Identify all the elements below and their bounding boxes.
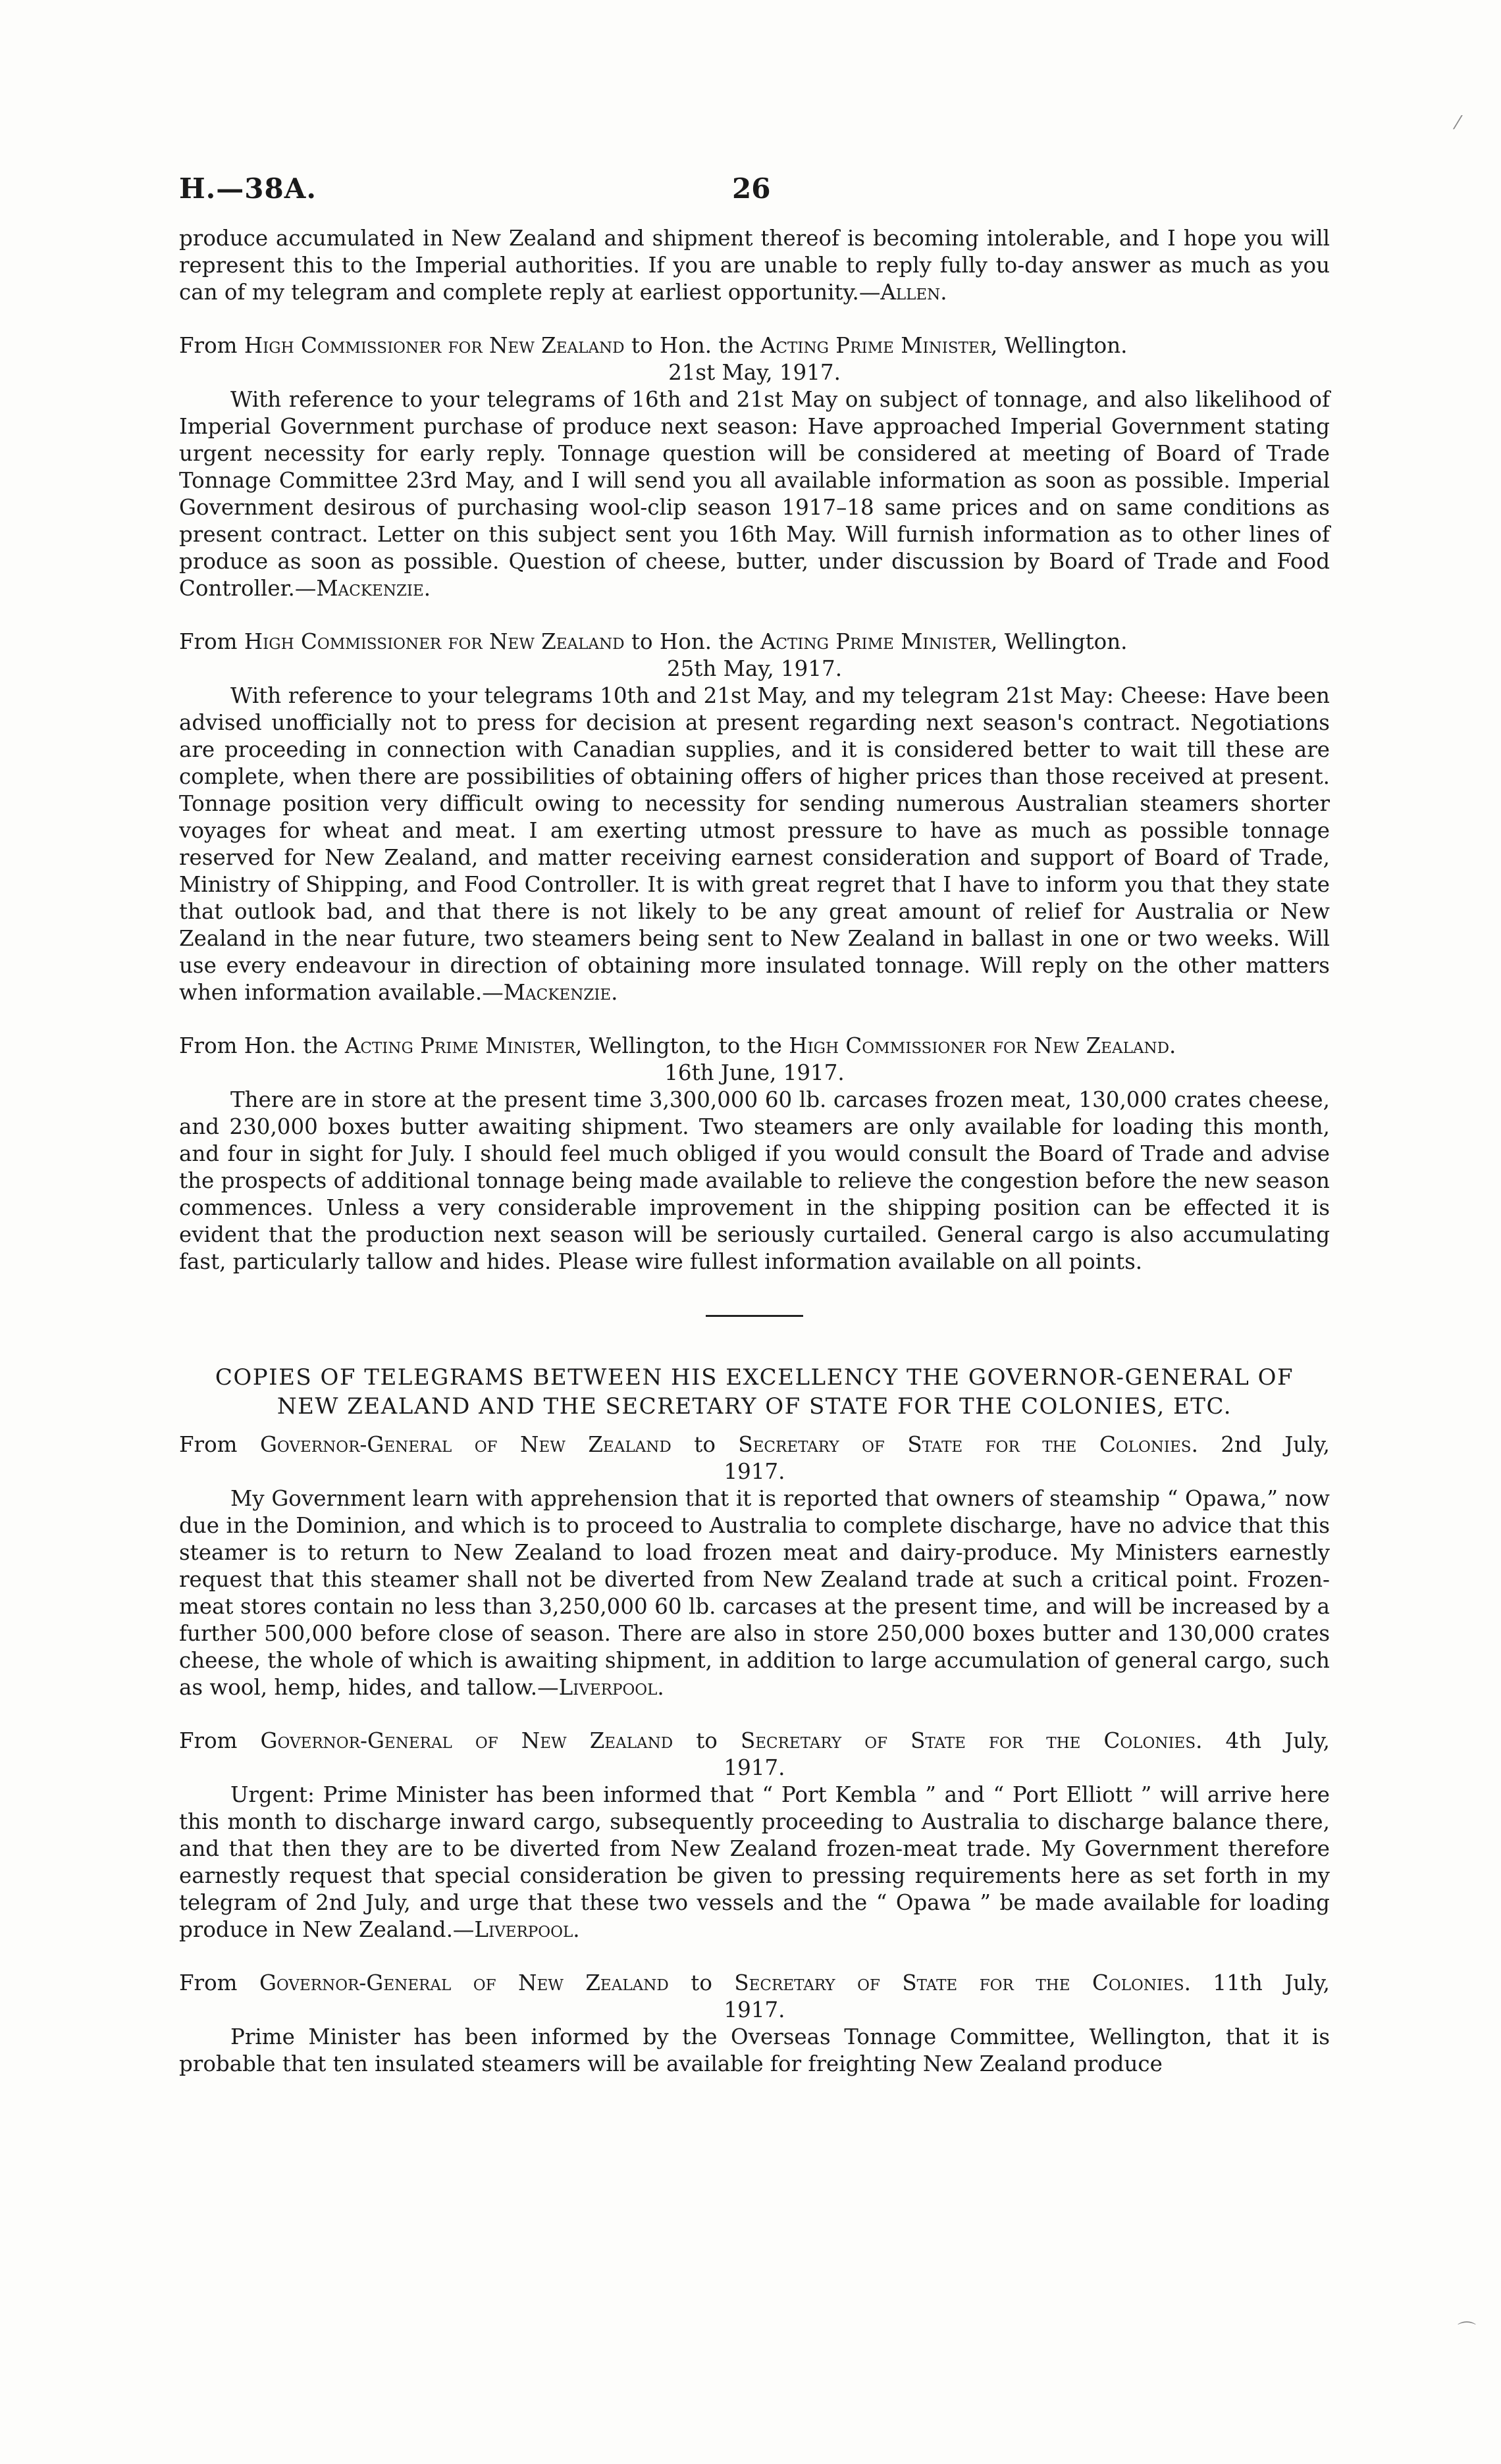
telegram-2 — [179, 629, 1330, 1006]
to-label: to Hon. the — [624, 629, 760, 654]
signature: Mackenzie. — [316, 576, 431, 601]
to-label: to — [668, 1970, 735, 1995]
telegram-2-date: 25th May, 1917. — [666, 656, 843, 681]
place: , Wellington. — [991, 629, 1128, 654]
from-label: From — [179, 629, 244, 654]
signature: Mackenzie. — [503, 980, 618, 1005]
body-text: With reference to your telegrams of 16th and 21st May on subject of tonnage, and also likelihood of Imperial Government purchase of produce next season: Have approached Imperial Government stating urgent necessity for early reply. Tonnage question will be considered at meeting of Board of Trade Tonnage Committee 23rd May, and I will send you all available information as soon as possible. Imperial Government desirous of purchasing wool-clip season 1917–18 same prices and on same conditions as present contract. Letter on this subject sent you 16th May. Will furnish information as to other lines of produce as soon as possible. Question of cheese, butter, under discussion by Board of Trade and Food Controller.— — [179, 387, 1330, 601]
section-title-line-1: COPIES OF TELEGRAMS BETWEEN HIS EXCELLENCY THE GOVERNOR-GENERAL OF — [215, 1364, 1294, 1391]
telegram-2-heading — [179, 629, 1330, 655]
date-inline: . 2nd July, — [1191, 1432, 1330, 1457]
signature: Liverpool. — [558, 1675, 664, 1700]
sender: Acting Prime Minister — [344, 1033, 575, 1058]
sender: Governor-General of New Zealand — [260, 1728, 673, 1753]
gg-telegram-3 — [179, 1970, 1330, 2078]
telegram-1-date: 21st May, 1917. — [668, 360, 841, 385]
recipient: Secretary of State for the Colonies — [734, 1970, 1184, 1995]
date-inline: . 4th July, — [1196, 1728, 1330, 1753]
gg-telegram-2-body — [179, 1782, 1330, 1943]
from-label: From — [179, 333, 244, 358]
telegram-3-body — [179, 1087, 1330, 1275]
gg-telegram-2-heading — [179, 1728, 1330, 1755]
to-label: to — [673, 1728, 741, 1753]
intro-signature: Allen. — [880, 280, 947, 305]
margin-speck: ⁄ — [1456, 112, 1460, 134]
gg-telegram-2 — [179, 1728, 1330, 1943]
sender: Governor-General of New Zealand — [259, 1432, 672, 1457]
body-text: My Government learn with apprehension that it is reported that owners of steamship “ Opawa,” now due in the Dominion, and which is to proceed to Australia to complete discharge, have no advice that this steamer is to return to New Zealand to load frozen meat and dairy-produce. My Ministers earnestly request that this steamer shall not be diverted from New Zealand trade at such a critical point. Frozen-meat stores contain no less than 3,250,000 60 lb. carcases at the present time, and will be increased by a further 500,000 before close of season. There are also in store 250,000 boxes butter and 130,000 crates cheese, the whole of which is awaiting shipment, in addition to large accumulation of general cargo, such as wool, hemp, hides, and tallow.— — [179, 1486, 1330, 1700]
page-number: 26 — [732, 172, 771, 205]
section-title-line-2: NEW ZEALAND AND THE SECRETARY OF STATE FOR THE COLONIES, ETC. — [276, 1393, 1232, 1420]
place: , Wellington. — [991, 333, 1128, 358]
to-label: to — [671, 1432, 739, 1457]
body-text: With reference to your telegrams 10th and 21st May, and my telegram 21st May: Cheese: Have been advised unofficially not to press for decision at present regarding next season's contract. Negotiations are proceeding in connection with Canadian supplies, and it is considered better to wait till these are complete, when there are possibilities of obtaining offers of higher prices than those received at present. Tonnage position very difficult owing to necessity for sending numerous Australian steamers shorter voyages for wheat and meat. I am exerting utmost pressure to have as much as possible tonnage reserved for New Zealand, and matter receiving earnest consideration and support of Board of Trade, Ministry of Shipping, and Food Controller. It is with great regret that I have to inform you that they state that outlook bad, and that there is not likely to be any great amount of relief for Australia or New Zealand in the near future, two steamers being sent to New Zealand in ballast in one or two weeks. Will use every endeavour in direction of obtaining more insulated tonnage. Will reply on the other matters when information available.— — [179, 683, 1330, 1005]
gg-telegram-1-heading — [179, 1431, 1330, 1458]
gg-telegram-3-date: 1917. — [724, 1997, 785, 2022]
margin-speck: ⌒ — [1458, 2320, 1477, 2342]
recipient: High Commissioner for New Zealand — [789, 1033, 1170, 1058]
from-label: From — [179, 1970, 259, 1995]
sender: Governor-General of New Zealand — [259, 1970, 669, 1995]
telegram-3-date: 16th June, 1917. — [664, 1060, 845, 1085]
telegram-3 — [179, 1033, 1330, 1275]
from-label: From — [179, 1728, 261, 1753]
section-title — [179, 1363, 1330, 1421]
telegram-1 — [179, 332, 1330, 602]
telegram-1-heading — [179, 332, 1330, 359]
document-reference: H.—38A. — [179, 172, 317, 205]
document-page — [179, 172, 1330, 2078]
body-text: There are in store at the present time 3,300,000 60 lb. carcases frozen meat, 130,000 crates cheese, and 230,000 boxes butter awaiting shipment. Two steamers are only available for loading this month, and four in sight for July. I should feel much obliged if you would consult the Board of Trade and advise the prospects of additional tonnage being made available to relieve the congestion before the new season commences. Unless a very considerable improvement in the shipping position can be effected it is evident that the production next season will be seriously curtailed. General cargo is also accumulating fast, particularly tallow and hides. Please wire fullest information available on all points. — [179, 1087, 1330, 1274]
recipient: Secretary of State for the Colonies — [738, 1432, 1192, 1457]
gg-telegram-1 — [179, 1431, 1330, 1701]
gg-telegram-1-date: 1917. — [724, 1459, 785, 1484]
recipient: Acting Prime Minister — [760, 629, 991, 654]
intro-body: produce accumulated in New Zealand and shipment thereof is becoming intolerable, and I hope you will represent this to the Imperial authorities. If you are unable to reply fully to-day answer as much as you can of my telegram and complete reply at earliest opportunity.— — [179, 226, 1330, 305]
place: . — [1169, 1033, 1176, 1058]
gg-telegram-3-heading — [179, 1970, 1330, 1997]
from-label: From — [179, 1432, 260, 1457]
telegram-2-body — [179, 682, 1330, 1006]
telegram-3-heading — [179, 1033, 1330, 1060]
body-text: Prime Minister has been informed by the Overseas Tonnage Committee, Wellington, that it is probable that ten insulated steamers will be available for freighting New Zealand produce — [179, 2024, 1330, 2076]
to-label: to Hon. the — [624, 333, 760, 358]
to-label: , Wellington, to the — [575, 1033, 789, 1058]
telegram-1-body — [179, 386, 1330, 602]
gg-telegram-3-body — [179, 2024, 1330, 2078]
section-divider — [706, 1315, 803, 1317]
intro-paragraph — [179, 225, 1330, 306]
recipient: Acting Prime Minister — [760, 333, 991, 358]
running-head — [179, 172, 1330, 225]
date-inline: . 11th July, — [1184, 1970, 1330, 1995]
gg-telegram-2-date: 1917. — [724, 1755, 785, 1780]
sender: High Commissioner for New Zealand — [244, 629, 625, 654]
sender: High Commissioner for New Zealand — [244, 333, 625, 358]
from-label: From Hon. the — [179, 1033, 345, 1058]
gg-telegram-1-body — [179, 1485, 1330, 1701]
body-text: Urgent: Prime Minister has been informed that “ Port Kembla ” and “ Port Elliott ” will arrive here this month to discharge inward cargo, subsequently proceeding to Australia to discharge balance there, and that then they are to be diverted from New Zealand frozen-meat trade. My Government therefore earnestly request that special consideration be given to pressing requirements here as set forth in my telegram of 2nd July, and urge that these two vessels and the “ Opawa ” be made available for loading produce in New Zealand.— — [179, 1782, 1330, 1942]
recipient: Secretary of State for the Colonies — [740, 1728, 1196, 1753]
signature: Liverpool. — [474, 1917, 580, 1942]
